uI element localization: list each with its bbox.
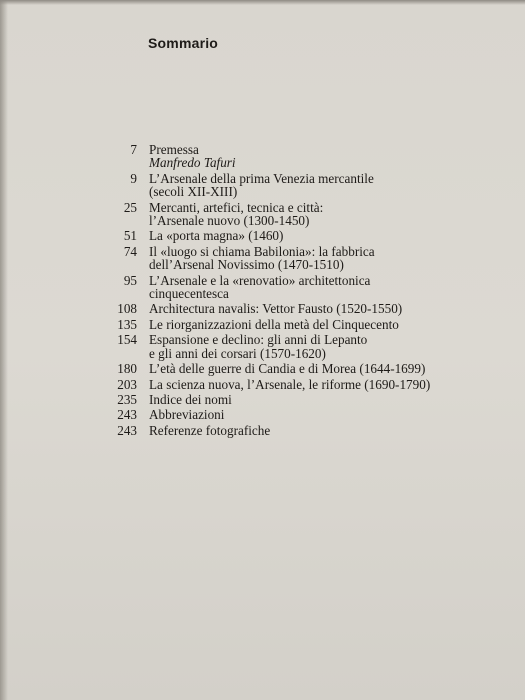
toc-entry-text [149, 274, 460, 301]
toc-entry-title: Il «luogo si chiama Babilonia»: la fabbrica [149, 243, 375, 259]
toc-page-number: 25 [123, 199, 137, 215]
toc-page-number: 235 [117, 391, 137, 407]
toc-entry-text [149, 378, 460, 391]
toc-entry-title: Le riorganizzazioni della metà del Cinquecento [149, 316, 399, 332]
toc-entry [100, 333, 460, 360]
toc-page-number: 203 [117, 376, 137, 392]
toc-entry-title: La scienza nuova, l’Arsenale, le riforme (1690-1790) [149, 376, 431, 392]
toc-entry-text [149, 172, 460, 199]
toc-entry [100, 393, 460, 406]
toc-entry-text [149, 362, 460, 375]
toc-page-number: 95 [123, 272, 137, 288]
page-title: Sommario [148, 35, 219, 51]
toc-entry [100, 378, 460, 391]
toc-entry [100, 302, 460, 315]
toc-page-number: 243 [117, 422, 137, 438]
toc-entry [100, 172, 460, 199]
toc-entry-text [149, 302, 460, 315]
toc-entry-title: Espansione e declino: gli anni di Lepanto [149, 332, 368, 348]
toc-page-number: 51 [123, 228, 137, 244]
toc-entry-title-continued: (secoli XII-XIII) [149, 184, 238, 200]
toc-page-number: 154 [117, 332, 137, 348]
toc-entry [100, 408, 460, 421]
toc-entry [100, 318, 460, 331]
toc-entry-text [149, 333, 460, 360]
toc-entry-title: Mercanti, artefici, tecnica e città: [149, 199, 324, 215]
toc-entry-title: L’Arsenale e la «renovatio» architettonica [149, 272, 371, 288]
toc-entry-text [149, 229, 460, 242]
toc-entry-title: La «porta magna» (1460) [149, 228, 284, 244]
toc-entry-text [149, 408, 460, 421]
toc-entry-title: Indice dei nomi [149, 391, 232, 407]
toc-page-number: 9 [130, 170, 137, 186]
toc-entry [100, 424, 460, 437]
toc-entry [100, 201, 460, 228]
toc-page-number: 180 [117, 361, 137, 377]
toc-entry [100, 274, 460, 301]
toc-entry-text [149, 245, 460, 272]
toc-page-number: 74 [123, 243, 137, 259]
toc-entry-title-continued: dell’Arsenal Novissimo (1470-1510) [149, 257, 344, 273]
toc-entry-title-continued: l’Arsenale nuovo (1300-1450) [149, 213, 310, 229]
toc-entry [100, 229, 460, 242]
toc-entry-author: Manfredo Tafuri [149, 155, 236, 171]
toc-page-number: 243 [117, 407, 137, 423]
toc-entry-text [149, 393, 460, 406]
toc-entry [100, 143, 460, 170]
toc-entry-title: L’Arsenale della prima Venezia mercantile [149, 170, 374, 186]
toc-page-number: 135 [117, 316, 137, 332]
toc-entry-text [149, 143, 460, 170]
table-of-contents [100, 143, 460, 439]
toc-entry-title: Abbreviazioni [149, 407, 225, 423]
page-top-edge [0, 0, 525, 5]
toc-page-number: 7 [130, 142, 137, 157]
toc-entry-title-continued: cinquecentesca [149, 286, 229, 302]
toc-entry [100, 245, 460, 272]
toc-entry-text [149, 318, 460, 331]
page-gutter-shadow [0, 0, 8, 700]
toc-entry-text [149, 424, 460, 437]
toc-entry-text [149, 201, 460, 228]
toc-entry-title: Referenze fotografiche [149, 422, 271, 438]
toc-entry-title-continued: e gli anni dei corsari (1570-1620) [149, 345, 326, 361]
toc-entry-title: Architectura navalis: Vettor Fausto (1520-1550) [149, 301, 403, 317]
toc-entry-title: Premessa [149, 142, 199, 157]
toc-entry-title: L’età delle guerre di Candia e di Morea (1644-1699) [149, 361, 426, 377]
toc-entry [100, 362, 460, 375]
toc-page-number: 108 [117, 301, 137, 317]
